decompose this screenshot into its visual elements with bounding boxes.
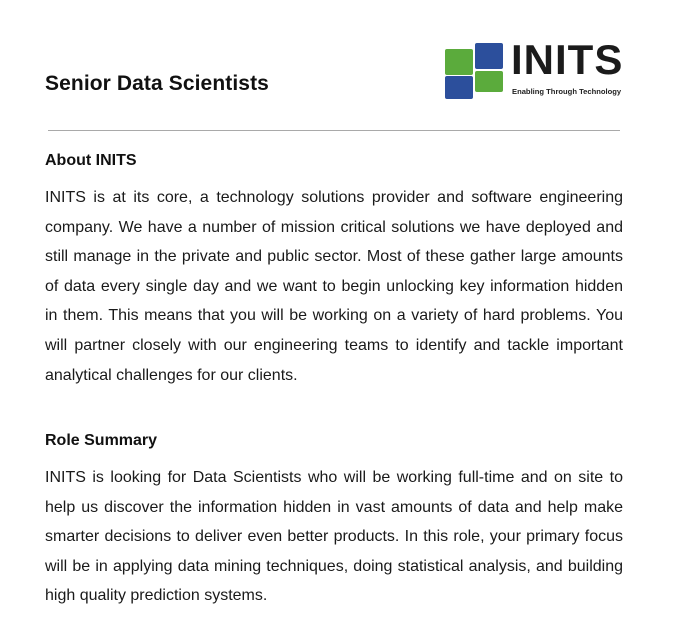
section-about (45, 151, 623, 390)
section-heading: About INITS (45, 152, 137, 169)
header-divider (48, 130, 620, 131)
logo-tagline: Enabling Through Technology (512, 87, 622, 96)
section-role-summary (45, 431, 623, 611)
page-title: Senior Data Scientists (45, 72, 269, 95)
section-heading: Role Summary (45, 432, 158, 449)
section-body: INITS is at its core, a technology solutions provider and software engineering company. We have a number of mission critical solutions we have deployed and still manage in the private and public sector. Most of these gather large amounts of data every single day and we want to begin unlocking key information hidden in them. This means that you will be working on a variety of hard problems. You will partner closely with our engineering teams to identify and tackle important analytical challenges for our clients. (45, 189, 623, 384)
inits-logo-icon (444, 43, 506, 99)
document-header (0, 0, 680, 120)
logo-wordmark: INITS (511, 36, 624, 83)
company-logo (444, 36, 624, 101)
section-body: INITS is looking for Data Scientists who will be working full-time and on site to help us discover the information hidden in vast amounts of data and help make smarter decisions to deliver even better products. In this role, your primary focus will be in applying data mining techniques, doing statistical analysis, and building high quality prediction systems. (45, 469, 623, 605)
